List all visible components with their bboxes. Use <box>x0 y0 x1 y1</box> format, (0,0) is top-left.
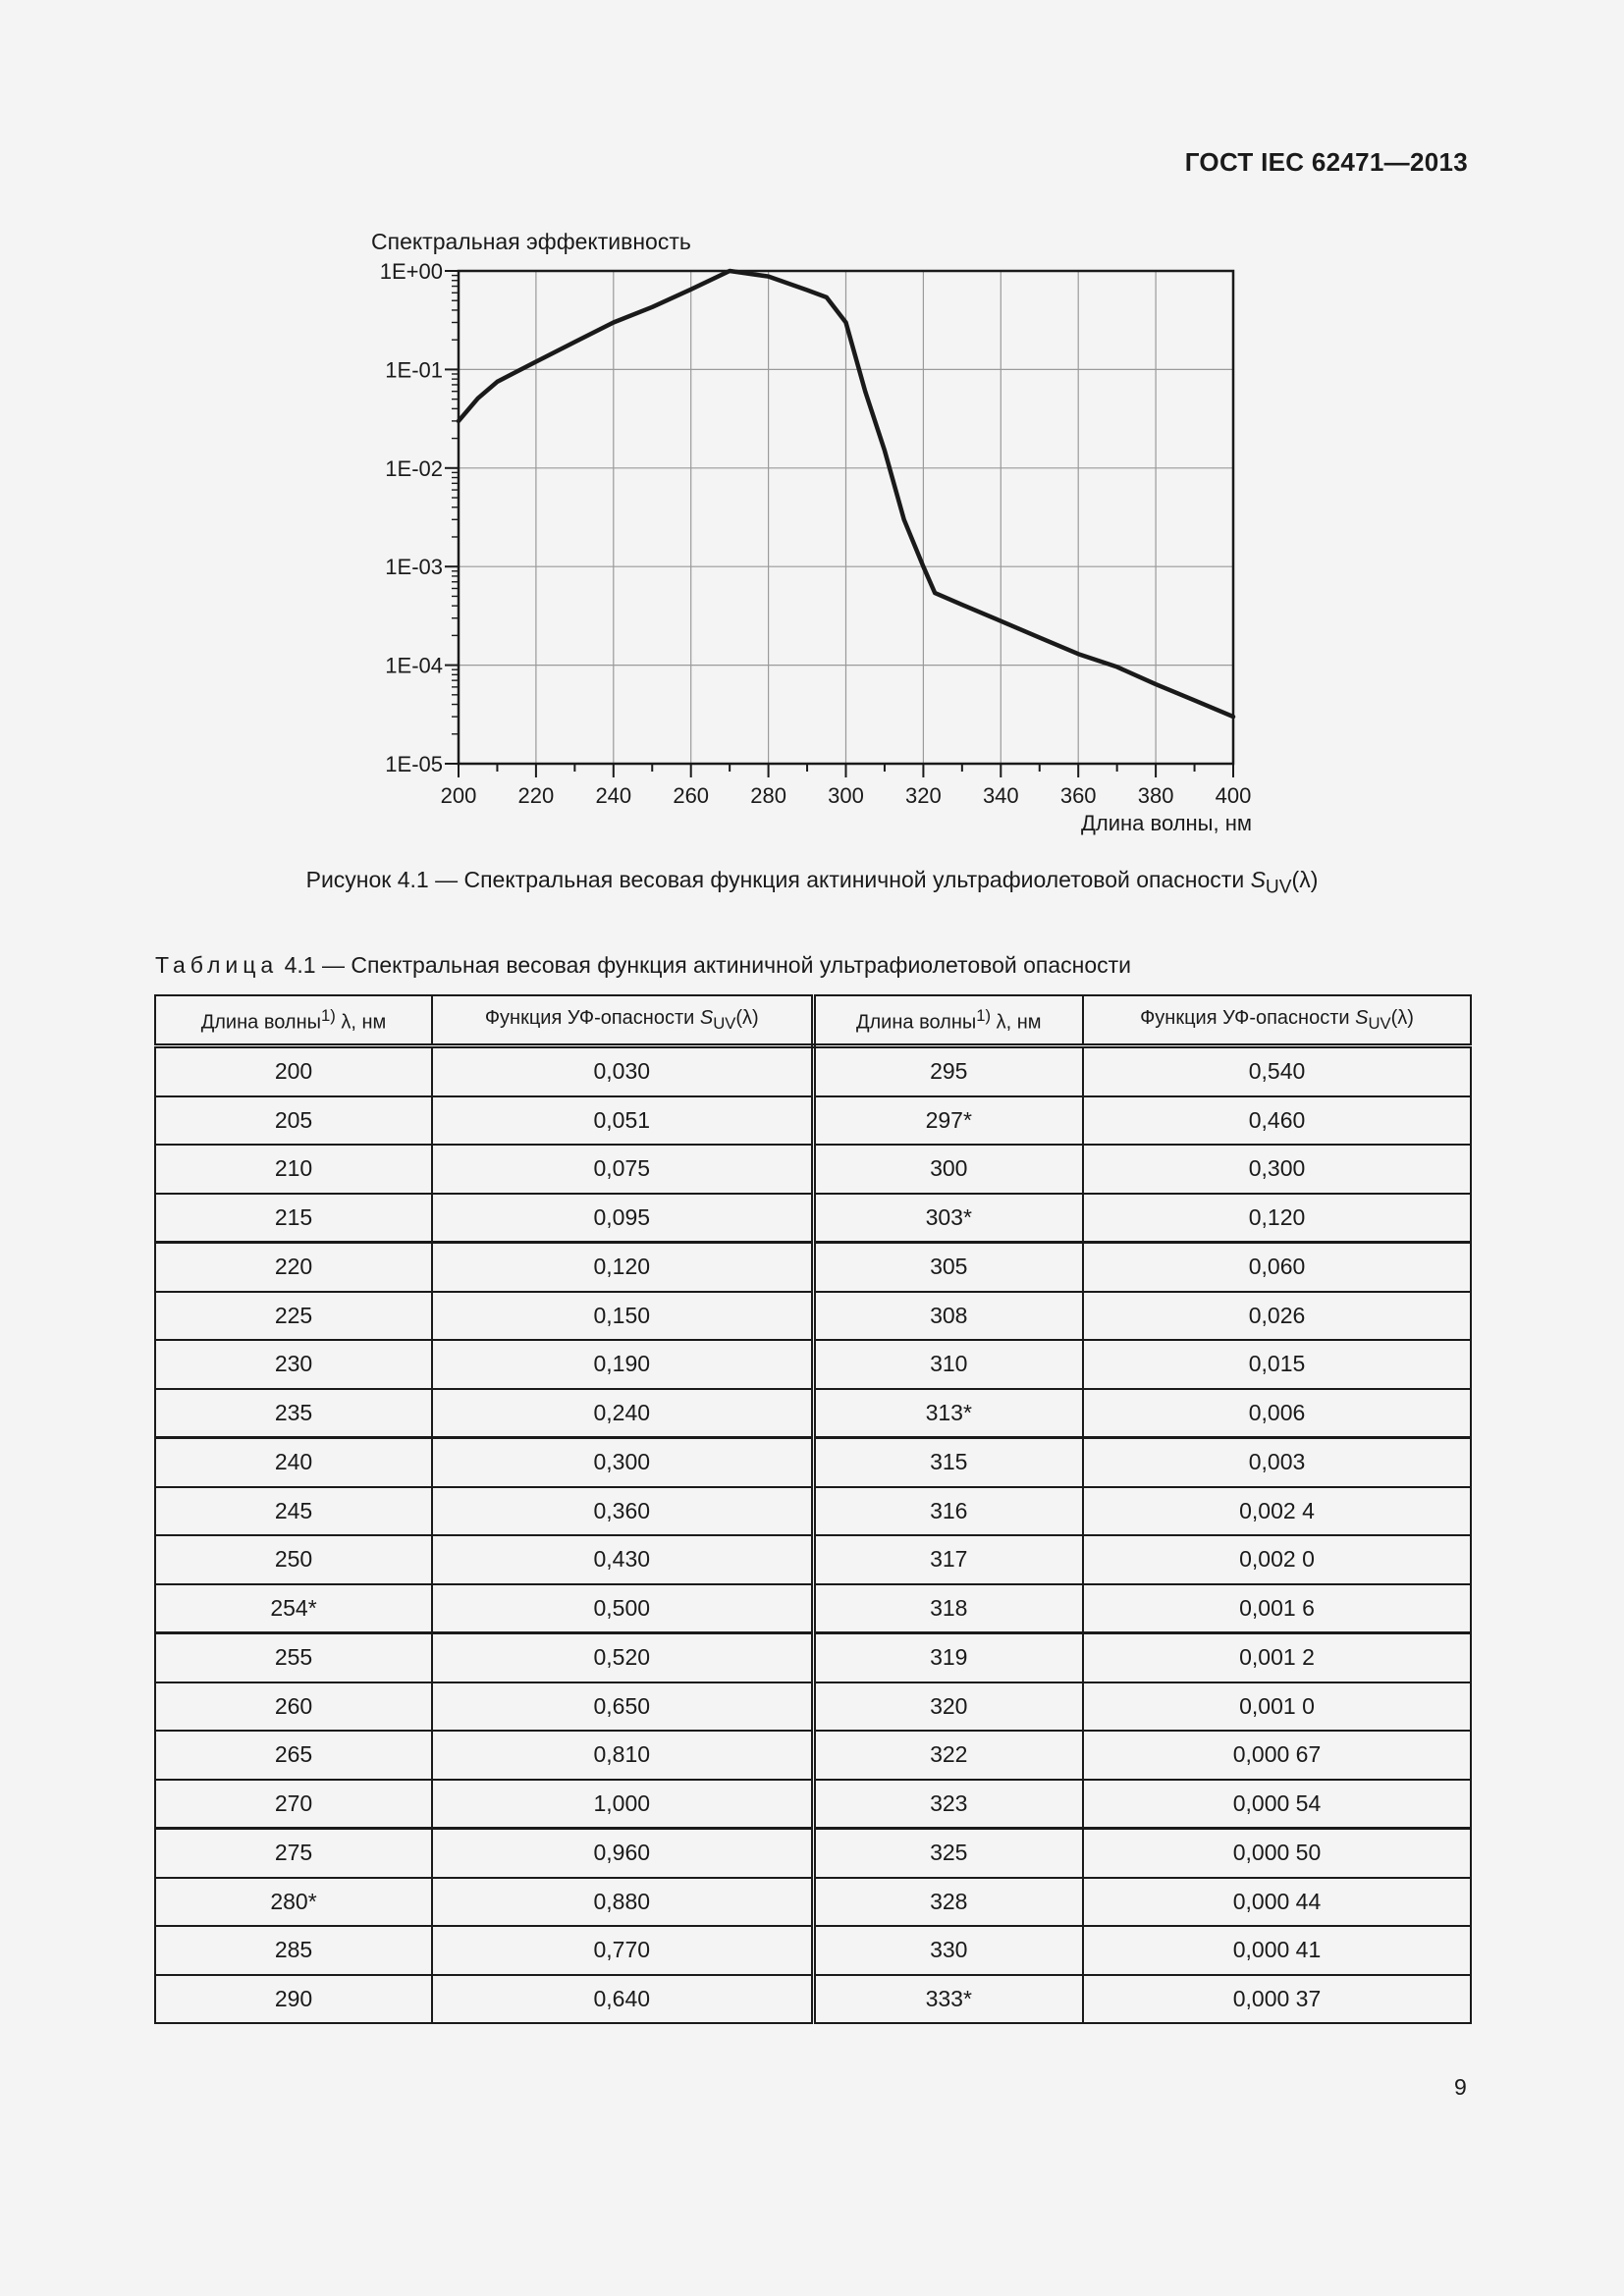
hazard-value-cell: 0,880 <box>432 1878 813 1927</box>
caption-text: Рисунок 4.1 — Спектральная весовая функция актиничной ультрафиолетовой опасности <box>305 867 1251 892</box>
wavelength-cell: 235 <box>155 1389 432 1438</box>
wavelength-cell: 305 <box>813 1243 1083 1292</box>
hazard-value-cell: 0,006 <box>1083 1389 1471 1438</box>
table-row <box>155 1682 1471 1732</box>
wavelength-cell: 285 <box>155 1926 432 1975</box>
hazard-value-cell: 0,060 <box>1083 1243 1471 1292</box>
table-row <box>155 1584 1471 1633</box>
wavelength-cell: 255 <box>155 1633 432 1682</box>
wavelength-cell: 323 <box>813 1780 1083 1829</box>
hazard-value-cell: 0,810 <box>432 1731 813 1780</box>
hazard-value-cell: 0,002 0 <box>1083 1535 1471 1584</box>
wavelength-cell: 270 <box>155 1780 432 1829</box>
table-row <box>155 1780 1471 1829</box>
table-row <box>155 1829 1471 1878</box>
wavelength-cell: 315 <box>813 1438 1083 1487</box>
hazard-value-cell: 0,000 37 <box>1083 1975 1471 2024</box>
y-tick-label: 1E-04 <box>385 653 443 678</box>
hazard-value-cell: 0,960 <box>432 1829 813 1878</box>
table-row <box>155 1633 1471 1682</box>
wavelength-cell: 322 <box>813 1731 1083 1780</box>
x-tick-label: 300 <box>828 783 864 808</box>
wavelength-cell: 320 <box>813 1682 1083 1732</box>
hazard-value-cell: 0,003 <box>1083 1438 1471 1487</box>
table-row <box>155 1194 1471 1243</box>
hazard-value-cell: 0,360 <box>432 1487 813 1536</box>
hazard-value-cell: 0,075 <box>432 1145 813 1194</box>
wavelength-cell: 325 <box>813 1829 1083 1878</box>
hazard-value-cell: 0,026 <box>1083 1292 1471 1341</box>
header-wavelength: Длина волны$^{1)}$ λ, нм <box>813 995 1083 1046</box>
hazard-value-cell: 0,000 50 <box>1083 1829 1471 1878</box>
wavelength-cell: 317 <box>813 1535 1083 1584</box>
wavelength-cell: 205 <box>155 1096 432 1146</box>
hazard-value-cell: 0,770 <box>432 1926 813 1975</box>
x-tick-label: 320 <box>905 783 942 808</box>
table-row <box>155 1926 1471 1975</box>
table-row <box>155 1975 1471 2024</box>
table-header-row <box>155 995 1471 1046</box>
wavelength-cell: 245 <box>155 1487 432 1536</box>
figure-caption <box>0 867 1624 899</box>
table-row <box>155 1096 1471 1146</box>
table-row <box>155 1145 1471 1194</box>
wavelength-cell: 300 <box>813 1145 1083 1194</box>
spectral-chart <box>0 0 1624 864</box>
table-row <box>155 1340 1471 1389</box>
table-row <box>155 1292 1471 1341</box>
x-tick-label: 380 <box>1137 783 1174 808</box>
wavelength-cell: 275 <box>155 1829 432 1878</box>
page-number: 9 <box>1454 2074 1467 2100</box>
hazard-value-cell: 0,095 <box>432 1194 813 1243</box>
hazard-value-cell: 0,051 <box>432 1096 813 1146</box>
y-axis-title: Спектральная эффективность <box>371 229 691 254</box>
y-tick-label: 1E-05 <box>385 752 443 776</box>
table-title <box>155 952 1131 979</box>
wavelength-cell: 220 <box>155 1243 432 1292</box>
hazard-value-cell: 0,015 <box>1083 1340 1471 1389</box>
wavelength-cell: 330 <box>813 1926 1083 1975</box>
caption-suffix: (λ) <box>1291 867 1319 892</box>
wavelength-cell: 295 <box>813 1046 1083 1096</box>
wavelength-cell: 313* <box>813 1389 1083 1438</box>
wavelength-cell: 318 <box>813 1584 1083 1633</box>
hazard-value-cell: 0,120 <box>432 1243 813 1292</box>
header-wavelength: Длина волны$^{1)}$ λ, нм <box>155 995 432 1046</box>
table-title-text: 4.1 — Спектральная весовая функция актиничной ультрафиолетовой опасности <box>278 952 1132 978</box>
x-tick-label: 280 <box>750 783 786 808</box>
hazard-value-cell: 0,460 <box>1083 1096 1471 1146</box>
table-row <box>155 1487 1471 1536</box>
hazard-value-cell: 0,000 54 <box>1083 1780 1471 1829</box>
hazard-value-cell: 1,000 <box>432 1780 813 1829</box>
wavelength-cell: 316 <box>813 1487 1083 1536</box>
table-row <box>155 1878 1471 1927</box>
caption-symbol: S <box>1250 867 1266 892</box>
wavelength-cell: 215 <box>155 1194 432 1243</box>
wavelength-cell: 290 <box>155 1975 432 2024</box>
wavelength-cell: 308 <box>813 1292 1083 1341</box>
table-row <box>155 1389 1471 1438</box>
x-tick-label: 200 <box>440 783 477 808</box>
caption-subscript: UV <box>1265 877 1292 898</box>
hazard-value-cell: 0,300 <box>1083 1145 1471 1194</box>
wavelength-cell: 328 <box>813 1878 1083 1927</box>
wavelength-cell: 250 <box>155 1535 432 1584</box>
hazard-value-cell: 0,001 6 <box>1083 1584 1471 1633</box>
hazard-value-cell: 0,300 <box>432 1438 813 1487</box>
hazard-value-cell: 0,030 <box>432 1046 813 1096</box>
hazard-value-cell: 0,540 <box>1083 1046 1471 1096</box>
wavelength-cell: 303* <box>813 1194 1083 1243</box>
table-title-word: Таблица <box>155 952 279 978</box>
y-tick-label: 1E-03 <box>385 555 443 580</box>
wavelength-cell: 297* <box>813 1096 1083 1146</box>
hazard-value-cell: 0,001 2 <box>1083 1633 1471 1682</box>
hazard-value-cell: 0,000 41 <box>1083 1926 1471 1975</box>
uv-hazard-table <box>154 994 1472 2024</box>
hazard-value-cell: 0,240 <box>432 1389 813 1438</box>
wavelength-cell: 240 <box>155 1438 432 1487</box>
header-hazard-function: Функция УФ-опасности $S_{UV}(\lambda)$ <box>1083 995 1471 1046</box>
wavelength-cell: 225 <box>155 1292 432 1341</box>
wavelength-cell: 310 <box>813 1340 1083 1389</box>
hazard-value-cell: 0,150 <box>432 1292 813 1341</box>
wavelength-cell: 319 <box>813 1633 1083 1682</box>
hazard-value-cell: 0,000 44 <box>1083 1878 1471 1927</box>
hazard-value-cell: 0,001 0 <box>1083 1682 1471 1732</box>
x-tick-label: 360 <box>1059 783 1097 808</box>
x-axis-title: Длина волны, нм <box>1080 811 1252 835</box>
y-tick-label: 1E-01 <box>385 357 443 383</box>
hazard-value-cell: 0,650 <box>432 1682 813 1732</box>
y-tick-label: 1E-02 <box>385 455 443 481</box>
table-row <box>155 1535 1471 1584</box>
hazard-value-cell: 0,640 <box>432 1975 813 2024</box>
table-row <box>155 1731 1471 1780</box>
table-row <box>155 1046 1471 1096</box>
wavelength-cell: 265 <box>155 1731 432 1780</box>
wavelength-cell: 200 <box>155 1046 432 1096</box>
hazard-value-cell: 0,120 <box>1083 1194 1471 1243</box>
x-tick-label: 220 <box>517 783 555 808</box>
hazard-value-cell: 0,190 <box>432 1340 813 1389</box>
hazard-value-cell: 0,520 <box>432 1633 813 1682</box>
wavelength-cell: 230 <box>155 1340 432 1389</box>
wavelength-cell: 210 <box>155 1145 432 1194</box>
hazard-value-cell: 0,002 4 <box>1083 1487 1471 1536</box>
header-hazard-function: Функция УФ-опасности $S_{UV}(\lambda)$ <box>432 995 813 1046</box>
x-tick-label: 340 <box>982 783 1019 808</box>
x-tick-label: 400 <box>1215 783 1252 808</box>
x-tick-label: 260 <box>673 783 710 808</box>
wavelength-cell: 333* <box>813 1975 1083 2024</box>
hazard-value-cell: 0,500 <box>432 1584 813 1633</box>
table-row <box>155 1243 1471 1292</box>
x-tick-label: 240 <box>595 783 632 808</box>
table-row <box>155 1438 1471 1487</box>
wavelength-cell: 254* <box>155 1584 432 1633</box>
document-header: ГОСТ IEC 62471—2013 <box>1184 147 1468 177</box>
y-tick-label: 1E+00 <box>379 259 443 284</box>
wavelength-cell: 280* <box>155 1878 432 1927</box>
wavelength-cell: 260 <box>155 1682 432 1732</box>
hazard-value-cell: 0,430 <box>432 1535 813 1584</box>
hazard-value-cell: 0,000 67 <box>1083 1731 1471 1780</box>
